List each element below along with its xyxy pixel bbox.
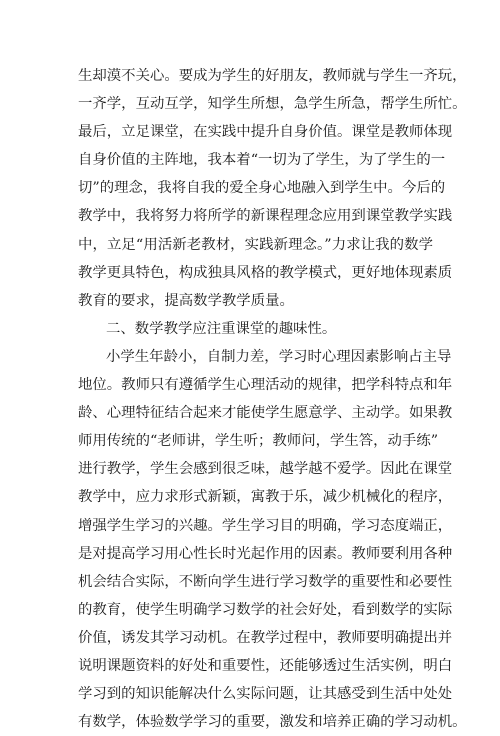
text-line: 是对提高学习用心性长时光起作用的因素。教师要利用各种 <box>78 545 453 562</box>
text-line: 教学中，我将努力将所学的新课程理念应用到课堂教学实践 <box>78 208 453 225</box>
text-line: 生却漠不关心。要成为学生的好朋友，教师就与学生一齐玩， <box>78 68 467 84</box>
text-line: 学习到的知识能解决什么实际问题，让其感受到生活中处处 <box>78 686 453 703</box>
text-line: 进行教学，学生会感到很乏味，越学越不爱学。因此在课堂 <box>78 461 453 478</box>
text-line: 增强学生学习的兴趣。学生学习目的明确，学习态度端正， <box>78 517 453 534</box>
text-line: 中，立足“用活新老教材，实践新理念。”力求让我的数学 <box>78 236 433 253</box>
text-line: 小学生年龄小，自制力差，学习时心理因素影响占主导 <box>106 348 452 365</box>
text-line: 师用传统的“老师讲，学生听；教师问，学生答，动手练” <box>78 433 439 450</box>
text-line: 教学更具特色，构成独具风格的教学模式，更好地体现素质 <box>78 264 453 281</box>
text-line: 的教育，使学生明确学习数学的社会好处，看到数学的实际 <box>78 601 453 618</box>
section-heading: 二、数学教学应注重课堂的趣味性。 <box>106 320 337 337</box>
text-line: 最后，立足课堂，在实践中提升自身价值。课堂是教师体现 <box>78 124 453 141</box>
text-line: 教育的要求，提高数学教学质量。 <box>78 292 294 309</box>
text-line: 地位。教师只有遵循学生心理活动的规律，把学科特点和年 <box>78 377 453 394</box>
text-line: 教学中，应力求形式新颖，寓教于乐，减少机械化的程序， <box>78 489 453 506</box>
text-line: 机会结合实际，不断向学生进行学习数学的重要性和必要性 <box>78 573 453 590</box>
text-line: 价值，诱发其学习动机。在教学过程中，教师要明确提出并 <box>78 629 453 646</box>
text-line: 有数学，体验数学学习的重要，激发和培养正确的学习动机。 <box>78 714 467 731</box>
text-line: 一齐学，互动互学，知学生所想，急学生所急，帮学生所忙。 <box>78 96 467 113</box>
text-line: 说明课题资料的好处和重要性，还能够透过生活实例，明白 <box>78 657 453 674</box>
text-line: 切”的理念，我将自我的爱全身心地融入到学生中。今后的 <box>78 180 446 197</box>
document-body <box>78 62 467 736</box>
text-line: 自身价值的主阵地，我本着“一切为了学生，为了学生的一 <box>78 152 446 169</box>
text-line: 龄、心理特征结合起来才能使学生愿意学、主动学。如果教 <box>78 405 453 422</box>
